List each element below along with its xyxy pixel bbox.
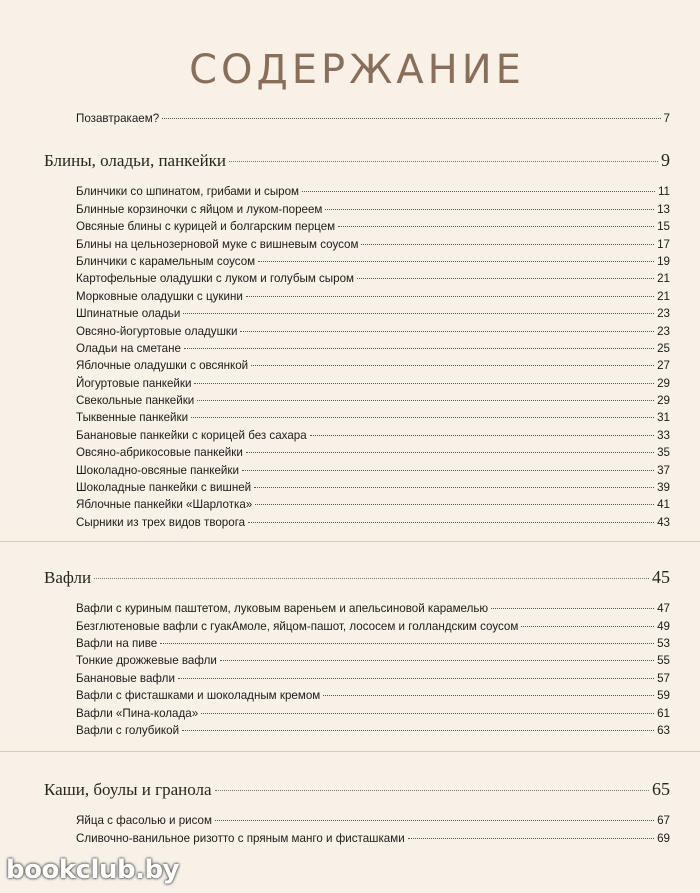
entry-page: 7 bbox=[663, 112, 670, 125]
entry-title: Сырники из трех видов творога bbox=[76, 515, 246, 529]
entry-page: 23 bbox=[657, 324, 670, 338]
chapter-heading bbox=[44, 774, 670, 804]
toc-entry bbox=[44, 444, 670, 461]
entry-title: Вафли «Пина-колада» bbox=[76, 706, 199, 720]
watermark-logo: bookclub.by bbox=[6, 855, 180, 885]
entry-page: 61 bbox=[657, 706, 670, 720]
leader-dots bbox=[255, 504, 654, 505]
toc-entry bbox=[44, 722, 670, 739]
toc-entry bbox=[44, 375, 670, 392]
toc-entry bbox=[44, 479, 670, 496]
entry-page: 57 bbox=[657, 671, 670, 685]
entry-title: Безглютеновые вафли с гуакАмоле, яйцом-пашот, лососем и голландским соусом bbox=[76, 619, 519, 633]
entry-page: 31 bbox=[657, 411, 670, 425]
entry-title: Сливочно-ванильное ризотто с пряным манго и фисташками bbox=[76, 831, 405, 845]
section-divider bbox=[0, 541, 700, 542]
toc-entry bbox=[44, 183, 670, 200]
entry-title: Йогуртовые панкейки bbox=[76, 376, 192, 390]
toc-entry bbox=[44, 496, 670, 513]
toc-entry bbox=[44, 427, 670, 444]
toc-entry bbox=[44, 253, 670, 270]
entry-page: 37 bbox=[657, 463, 670, 477]
entry-title: Тыквенные панкейки bbox=[76, 411, 189, 425]
entry-page: 59 bbox=[657, 689, 670, 703]
chapter-entries bbox=[44, 812, 670, 847]
toc-entry bbox=[44, 305, 670, 322]
entry-title: Шоколадные панкейки с вишней bbox=[76, 481, 252, 495]
toc-entry bbox=[44, 670, 670, 687]
entry-page: 23 bbox=[657, 307, 670, 321]
leader-dots bbox=[357, 278, 654, 279]
entry-page: 33 bbox=[657, 428, 670, 442]
leader-dots bbox=[491, 608, 654, 609]
toc-sections bbox=[44, 145, 670, 847]
leader-dots bbox=[229, 161, 658, 162]
entry-page: 29 bbox=[657, 376, 670, 390]
entry-page: 11 bbox=[657, 185, 670, 199]
toc-entry bbox=[44, 288, 670, 305]
entry-title: Блинчики с карамельным соусом bbox=[76, 254, 256, 268]
leader-dots bbox=[194, 383, 654, 384]
chapter-title: Каши, боулы и гранола bbox=[44, 780, 212, 800]
entry-page: 29 bbox=[657, 394, 670, 408]
toc-entry bbox=[44, 323, 670, 340]
leader-dots bbox=[197, 400, 654, 401]
chapter-page: 9 bbox=[661, 150, 670, 171]
entry-page: 25 bbox=[657, 341, 670, 355]
toc-entry bbox=[44, 635, 670, 652]
entry-title: Картофельные оладушки с луком и голубым сыром bbox=[76, 272, 355, 286]
leader-dots bbox=[162, 118, 660, 119]
leader-dots bbox=[182, 730, 654, 731]
entry-page: 15 bbox=[657, 220, 670, 234]
entry-title: Яблочные оладушки с овсянкой bbox=[76, 359, 249, 373]
chapter-title: Блины, оладьи, панкейки bbox=[44, 151, 227, 171]
entry-page: 35 bbox=[657, 446, 670, 460]
chapter-entries bbox=[44, 600, 670, 739]
entry-title: Шпинатные оладьи bbox=[76, 307, 181, 321]
leader-dots bbox=[191, 417, 654, 418]
entry-page: 27 bbox=[657, 359, 670, 373]
toc-entry bbox=[44, 340, 670, 357]
toc-entry bbox=[44, 652, 670, 669]
entry-title: Овсяно-йогуртовые оладушки bbox=[76, 324, 238, 338]
toc-entry bbox=[44, 705, 670, 722]
entry-title: Оладьи на сметане bbox=[76, 341, 181, 355]
chapter-page: 65 bbox=[652, 779, 670, 800]
leader-dots bbox=[323, 695, 654, 696]
entry-title: Яйца с фасолью и рисом bbox=[76, 814, 212, 828]
leader-dots bbox=[242, 470, 654, 471]
section-divider bbox=[0, 751, 700, 752]
toc-entry bbox=[44, 270, 670, 287]
leader-dots bbox=[94, 578, 649, 579]
leader-dots bbox=[246, 296, 654, 297]
leader-dots bbox=[215, 790, 649, 791]
entry-page: 67 bbox=[657, 814, 670, 828]
leader-dots bbox=[240, 331, 654, 332]
entry-page: 47 bbox=[657, 602, 670, 616]
entry-page: 39 bbox=[657, 481, 670, 495]
toc-entry bbox=[44, 830, 670, 847]
leader-dots bbox=[310, 435, 654, 436]
leader-dots bbox=[215, 820, 654, 821]
toc-entry bbox=[44, 218, 670, 235]
toc-entry bbox=[44, 357, 670, 374]
toc-entry bbox=[44, 600, 670, 617]
entry-title: Вафли с куриным паштетом, луковым вареньем и апельсиновой карамелью bbox=[76, 602, 489, 616]
leader-dots bbox=[160, 643, 654, 644]
entry-page: 17 bbox=[657, 237, 670, 251]
entry-page: 55 bbox=[657, 654, 670, 668]
chapter-page: 45 bbox=[652, 567, 670, 588]
leader-dots bbox=[302, 191, 655, 192]
entry-page: 13 bbox=[657, 202, 670, 216]
toc-entry bbox=[44, 236, 670, 253]
entry-title: Шоколадно-овсяные панкейки bbox=[76, 463, 239, 477]
chapter-entries bbox=[44, 183, 670, 531]
entry-page: 21 bbox=[657, 272, 670, 286]
page-title: СОДЕРЖАНИЕ bbox=[189, 47, 525, 93]
leader-dots bbox=[178, 678, 654, 679]
leader-dots bbox=[325, 209, 654, 210]
leader-dots bbox=[338, 226, 654, 227]
leader-dots bbox=[184, 348, 654, 349]
entry-title: Блинчики со шпинатом, грибами и сыром bbox=[76, 185, 300, 199]
toc-entry-intro bbox=[44, 110, 670, 127]
entry-page: 19 bbox=[657, 254, 670, 268]
entry-page: 43 bbox=[657, 515, 670, 529]
entry-title: Вафли с фисташками и шоколадным кремом bbox=[76, 689, 321, 703]
entry-title: Блинные корзиночки с яйцом и луком-пореем bbox=[76, 202, 323, 216]
leader-dots bbox=[220, 660, 654, 661]
entry-title: Морковные оладушки с цукини bbox=[76, 289, 243, 303]
entry-title: Банановые панкейки с корицей без сахара bbox=[76, 428, 307, 442]
leader-dots bbox=[251, 365, 654, 366]
entry-title: Вафли на пиве bbox=[76, 636, 158, 650]
leader-dots bbox=[258, 261, 654, 262]
entry-page: 69 bbox=[657, 831, 670, 845]
leader-dots bbox=[248, 522, 654, 523]
entry-title: Овсяные блины с курицей и болгарским перцем bbox=[76, 220, 336, 234]
toc-entry bbox=[44, 687, 670, 704]
toc-entry bbox=[44, 618, 670, 635]
entry-page: 21 bbox=[657, 289, 670, 303]
entry-title: Тонкие дрожжевые вафли bbox=[76, 654, 217, 668]
entry-title: Банановые вафли bbox=[76, 671, 175, 685]
chapter-title: Вафли bbox=[44, 568, 92, 588]
entry-title: Вафли с голубикой bbox=[76, 723, 180, 737]
entry-title: Яблочные панкейки «Шарлотка» bbox=[76, 498, 253, 512]
leader-dots bbox=[254, 487, 654, 488]
leader-dots bbox=[246, 452, 654, 453]
leader-dots bbox=[361, 244, 654, 245]
entry-title: Позавтракаем? bbox=[76, 112, 160, 125]
toc-entry bbox=[44, 409, 670, 426]
entry-title: Блины на цельнозерновой муке с вишневым соусом bbox=[76, 237, 359, 251]
entry-page: 49 bbox=[657, 619, 670, 633]
leader-dots bbox=[201, 713, 654, 714]
toc-entry bbox=[44, 392, 670, 409]
chapter-heading bbox=[44, 145, 670, 175]
entry-page: 41 bbox=[657, 498, 670, 512]
leader-dots bbox=[408, 838, 654, 839]
entry-page: 53 bbox=[657, 636, 670, 650]
chapter-heading bbox=[44, 562, 670, 592]
entry-title: Свекольные панкейки bbox=[76, 394, 195, 408]
entry-page: 63 bbox=[657, 723, 670, 737]
toc-entry bbox=[44, 462, 670, 479]
toc-entry bbox=[44, 201, 670, 218]
toc-entry bbox=[44, 514, 670, 531]
entry-title: Овсяно-абрикосовые панкейки bbox=[76, 446, 243, 460]
leader-dots bbox=[183, 313, 654, 314]
toc-entry bbox=[44, 812, 670, 829]
leader-dots bbox=[521, 626, 654, 627]
